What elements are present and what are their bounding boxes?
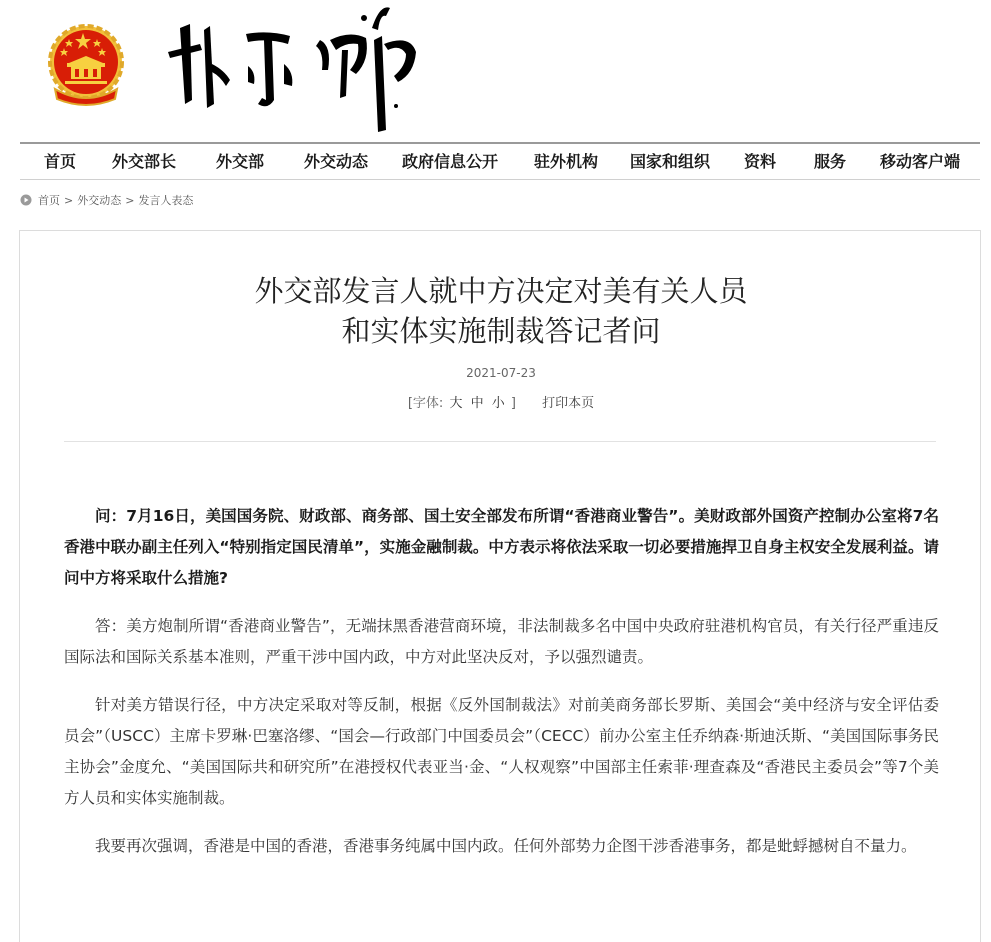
font-size-label-open: [字体: [407, 396, 444, 411]
nav-item-services[interactable]: 服务 [814, 152, 847, 171]
nav-item-missions[interactable]: 驻外机构 [534, 152, 599, 171]
breadcrumb-diplomatic-news[interactable]: 外交动态 [77, 194, 122, 207]
font-size-label-close: ] [510, 396, 516, 411]
title-divider [64, 441, 936, 442]
national-emblem-icon[interactable] [45, 19, 127, 109]
breadcrumb-separator: > [125, 193, 135, 207]
nav-item-minister[interactable]: 外交部长 [112, 152, 177, 171]
breadcrumb-home[interactable]: 首页 [38, 194, 60, 207]
print-page-link[interactable]: 打印本页 [542, 396, 595, 411]
nav-item-gov-info[interactable]: 政府信息公开 [402, 152, 499, 171]
nav-item-mobile[interactable]: 移动客户端 [880, 152, 961, 171]
location-dot-icon [20, 194, 32, 206]
breadcrumb-separator: > [64, 193, 74, 207]
article-date: 2021-07-23 [466, 366, 536, 380]
nav-item-diplomatic-news[interactable]: 外交动态 [304, 152, 369, 171]
site-header [0, 0, 991, 142]
breadcrumb-spokesperson[interactable]: 发言人表态 [138, 194, 194, 207]
question-paragraph: 问：7月16日，美国国务院、财政部、商务部、国土安全部发布所谓“香港商业警告”。美财政部外国资产控制办公室将7名香港中联办副主任列入“特别指定国民清单”，实施金融制裁。中方表示将依法采取一切必要措施捍卫自身主权安全发展利益。请问中方将采取什么措施? [64, 507, 939, 587]
nav-item-resources[interactable]: 资料 [744, 152, 777, 171]
font-size-small-button[interactable]: 小 [491, 396, 505, 411]
nav-item-home[interactable]: 首页 [44, 152, 77, 171]
font-size-large-button[interactable]: 大 [449, 396, 463, 411]
article-panel [19, 230, 981, 942]
countermeasure-paragraph: 针对美方错误行径，中方决定采取对等反制，根据《反外国制裁法》对前美商务部长罗斯、美国会“美中经济与安全评估委员会”（USCC）主席卡罗琳·巴塞洛缪、“国会—行政部门中国委员会”（CECC）前办公室主任乔纳森·斯迪沃斯、“美国国际事务民主协会”金度允、“美国国际共和研究所”在港授权代表亚当·金、“人权观察”中国部主任索菲·理查森及“香港民主委员会”等7个美方人员和实体实施制裁。 [64, 696, 939, 807]
ministry-calligraphy-logo[interactable] [160, 0, 430, 135]
nav-item-countries[interactable]: 国家和组织 [630, 152, 711, 171]
article-title-line-2: 和实体实施制裁答记者问 [341, 314, 661, 348]
article-body [64, 501, 939, 879]
article-tools [20, 392, 982, 411]
nav-item-ministry[interactable]: 外交部 [216, 152, 265, 171]
article-title-line-1: 外交部发言人就中方决定对美有关人员 [254, 274, 748, 308]
main-navigation [20, 142, 980, 180]
closing-paragraph: 我要再次强调，香港是中国的香港，香港事务纯属中国内政。任何外部势力企图干涉香港事务，都是蚍蜉撼树自不量力。 [95, 837, 917, 855]
font-size-medium-button[interactable]: 中 [470, 396, 484, 411]
answer-paragraph: 答：美方炮制所谓“香港商业警告”，无端抹黑香港营商环境，非法制裁多名中国中央政府驻港机构官员，有关行径严重违反国际法和国际关系基本准则，严重干涉中国内政，中方对此坚决反对，予以强烈谴责。 [64, 617, 939, 666]
breadcrumb [20, 190, 193, 210]
article-title [20, 271, 982, 351]
